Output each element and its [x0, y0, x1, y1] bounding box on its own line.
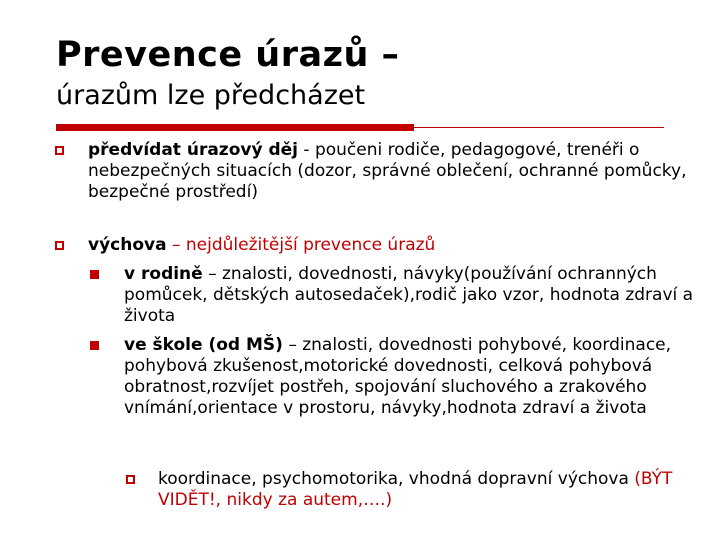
square-outline-bullet-icon	[55, 146, 64, 155]
square-filled-bullet-icon	[90, 341, 99, 350]
bullet-vychova	[88, 235, 688, 256]
square-outline-bullet-icon	[126, 475, 135, 484]
subbullet-text: – znalosti, dovednosti, návyky(používání ochranných pomůcek, dětských autosedaček),rodič jako vzor, hodnota zdraví a života	[124, 264, 694, 326]
slide-title	[56, 34, 400, 113]
subsubbullet-text: koordinace, psychomotorika, vhodná dopravní výchova	[158, 469, 635, 489]
bullet-predvidat	[88, 140, 688, 203]
subbullet-bold-text: ve škole (od MŠ)	[124, 335, 283, 355]
subsubbullet-red-text: (BÝT VIDĚT!, nikdy za autem,….)	[158, 469, 673, 510]
bullet-text: - poučeni rodiče, pedagogové, trenéři o nebezpečných situacích (dozor, správné oblečení, ochranné pomůcky, bezpečné prostředí)	[88, 140, 687, 202]
title-main: Prevence úrazů –	[56, 35, 400, 75]
subsubbullet-koordinace	[158, 469, 688, 511]
bullet-bold-text: předvídat úrazový děj	[88, 140, 298, 160]
title-subtitle: úrazům lze předcházet	[56, 80, 366, 111]
subbullet-v-rodine	[124, 264, 694, 327]
subbullet-bold-text: v rodině	[124, 264, 203, 284]
title-underline-thick	[56, 124, 414, 131]
title-underline-thin	[414, 127, 664, 128]
subbullet-text: – znalosti, dovednosti pohybové, koordinace, pohybová zkušenost,motorické dovednosti, celková pohybová obratnost,rozvíjet postřeh, spojování sluchového a zrakového vnímání,orientace v prostoru, návyky,hodnota zdraví a života	[124, 335, 672, 418]
square-filled-bullet-icon	[90, 270, 99, 279]
subbullet-ve-skole	[124, 335, 694, 419]
bullet-bold-text: výchova	[88, 235, 167, 255]
square-outline-bullet-icon	[55, 241, 64, 250]
bullet-red-text: – nejdůležitější prevence úrazů	[166, 235, 436, 255]
